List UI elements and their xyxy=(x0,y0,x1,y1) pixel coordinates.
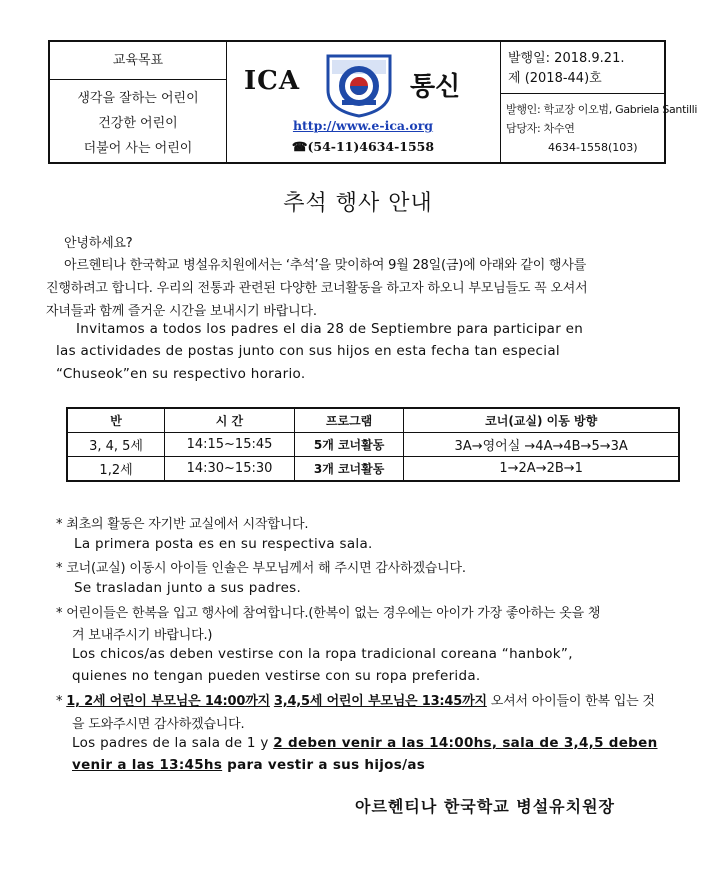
note-3-ko-line-1: * 어린이들은 한복을 입고 행사에 참여합니다.(한복이 없는 경우에는 아이가 가장 좋아하는 옷을 챙 xyxy=(56,606,601,621)
issue-number: 제 (2018-44)호 xyxy=(508,71,602,86)
col-header-route: 코너(교실) 이동 방향 xyxy=(404,408,679,433)
greeting: 안녕하세요? xyxy=(64,236,133,251)
cell-class: 1,2세 xyxy=(67,457,165,482)
note-4-es-d: venir a las 13:45hs xyxy=(72,757,223,773)
manager-phone: 4634-1558(103) xyxy=(548,141,638,154)
note-4-es-b: 2 deben venir a las 14:00hs, sala de xyxy=(273,735,559,751)
intro-es-line-1: Invitamos a todos los padres el dia 28 de Septiembre para participar en xyxy=(76,321,584,337)
cell-time: 14:15~15:45 xyxy=(165,433,295,457)
signature: 아르헨티나 한국학교 병설유치원장 xyxy=(355,797,615,816)
cell-program: 3개 코너활동 xyxy=(294,457,403,482)
note-4-rest: 오셔서 아이들이 한복 입는 것 xyxy=(486,694,655,709)
note-4-ko-line-1 xyxy=(56,690,655,709)
note-1-es: La primera posta es en su respectiva sala. xyxy=(74,536,373,552)
goals-title: 교육목표 xyxy=(50,42,226,80)
note-3-es-line-1: Los chicos/as deben vestirse con la ropa tradicional coreana “hanbok”, xyxy=(72,646,573,662)
brand-tongsin: 통신 xyxy=(410,72,461,102)
website-link[interactable]: http://www.e-ica.org xyxy=(292,118,434,133)
col-header-class: 반 xyxy=(67,408,165,433)
note-4-es-line-2 xyxy=(72,757,425,773)
note-3-ko-line-2: 겨 보내주시기 바랍니다.) xyxy=(72,628,213,643)
note-4-es-line-1 xyxy=(72,735,658,751)
goal-2: 건강한 어린이 xyxy=(98,116,178,131)
note-4-es-a: Los padres de la sala de 1 y xyxy=(72,735,274,751)
intro-ko-line-1: 아르헨티나 한국학교 병설유치원에서는 ‘추석’을 맞이하여 9월 28일(금)에 아래와 같이 행사를 xyxy=(64,258,587,273)
cell-program: 5개 코너활동 xyxy=(294,433,403,457)
intro-ko-line-2: 진행하려고 합니다. 우리의 전통과 관련된 다양한 코너활동을 하고자 하오니 부모님들도 꼭 오셔서 xyxy=(46,281,588,296)
newsletter-header xyxy=(48,40,698,164)
manager: 담당자: 차수연 xyxy=(506,122,575,135)
intro-es-line-3: “Chuseok”en su respectivo horario. xyxy=(56,366,306,382)
publisher: 발행인: 학교장 이오범, Gabriela Santilli xyxy=(506,103,698,116)
goal-3: 더불어 사는 어린이 xyxy=(83,141,193,156)
brand-ica: ICA xyxy=(244,66,301,96)
note-1-ko: * 최초의 활동은 자기반 교실에서 시작합니다. xyxy=(56,517,309,532)
intro-es-line-2: las actividades de postas junto con sus hijos en esta fecha tan especial xyxy=(56,343,560,359)
issue-info xyxy=(500,42,698,162)
cell-class: 3, 4, 5세 xyxy=(67,433,165,457)
brand-block xyxy=(226,42,501,162)
table-row xyxy=(67,457,679,482)
note-2-ko: * 코너(교실) 이동시 아이들 인솔은 부모님께서 해 주시면 감사하겠습니다. xyxy=(56,561,466,576)
note-4-bullet: * xyxy=(56,694,67,709)
note-2-es: Se trasladan junto a sus padres. xyxy=(74,580,302,596)
note-4-time-older: 3,4,5세 어린이 부모님은 13:45까지 xyxy=(273,694,487,709)
ica-logo-icon xyxy=(322,52,396,118)
page-title: 추석 행사 안내 xyxy=(283,191,433,216)
table-header-row xyxy=(67,408,679,433)
note-4-time-young: 1, 2세 어린이 부모님은 14:00까지 xyxy=(66,694,270,709)
note-4-ko-line-2: 을 도와주시면 감사하겠습니다. xyxy=(72,717,245,732)
col-header-time: 시 간 xyxy=(165,408,295,433)
note-4-es-e: para vestir a sus hijos/as xyxy=(222,757,426,773)
table-row xyxy=(67,433,679,457)
note-4-es-c: 3,4,5 deben xyxy=(558,735,658,751)
note-3-es-line-2: quienes no tengan pueden vestirse con su ropa preferida. xyxy=(72,668,481,684)
goal-1: 생각을 잘하는 어린이 xyxy=(77,91,199,106)
col-header-program: 프로그램 xyxy=(294,408,403,433)
cell-time: 14:30~15:30 xyxy=(165,457,295,482)
issue-date: 발행일: 2018.9.21. xyxy=(508,51,625,66)
cell-route: 1→2A→2B→1 xyxy=(404,457,679,482)
cell-route: 3A→영어실 →4A→4B→5→3A xyxy=(404,433,679,457)
school-phone: ☎(54-11)4634-1558 xyxy=(291,139,435,154)
schedule-table xyxy=(66,407,680,482)
intro-ko-line-3: 자녀들과 함께 즐거운 시간을 보내시기 바랍니다. xyxy=(46,304,317,319)
education-goals xyxy=(50,42,227,162)
